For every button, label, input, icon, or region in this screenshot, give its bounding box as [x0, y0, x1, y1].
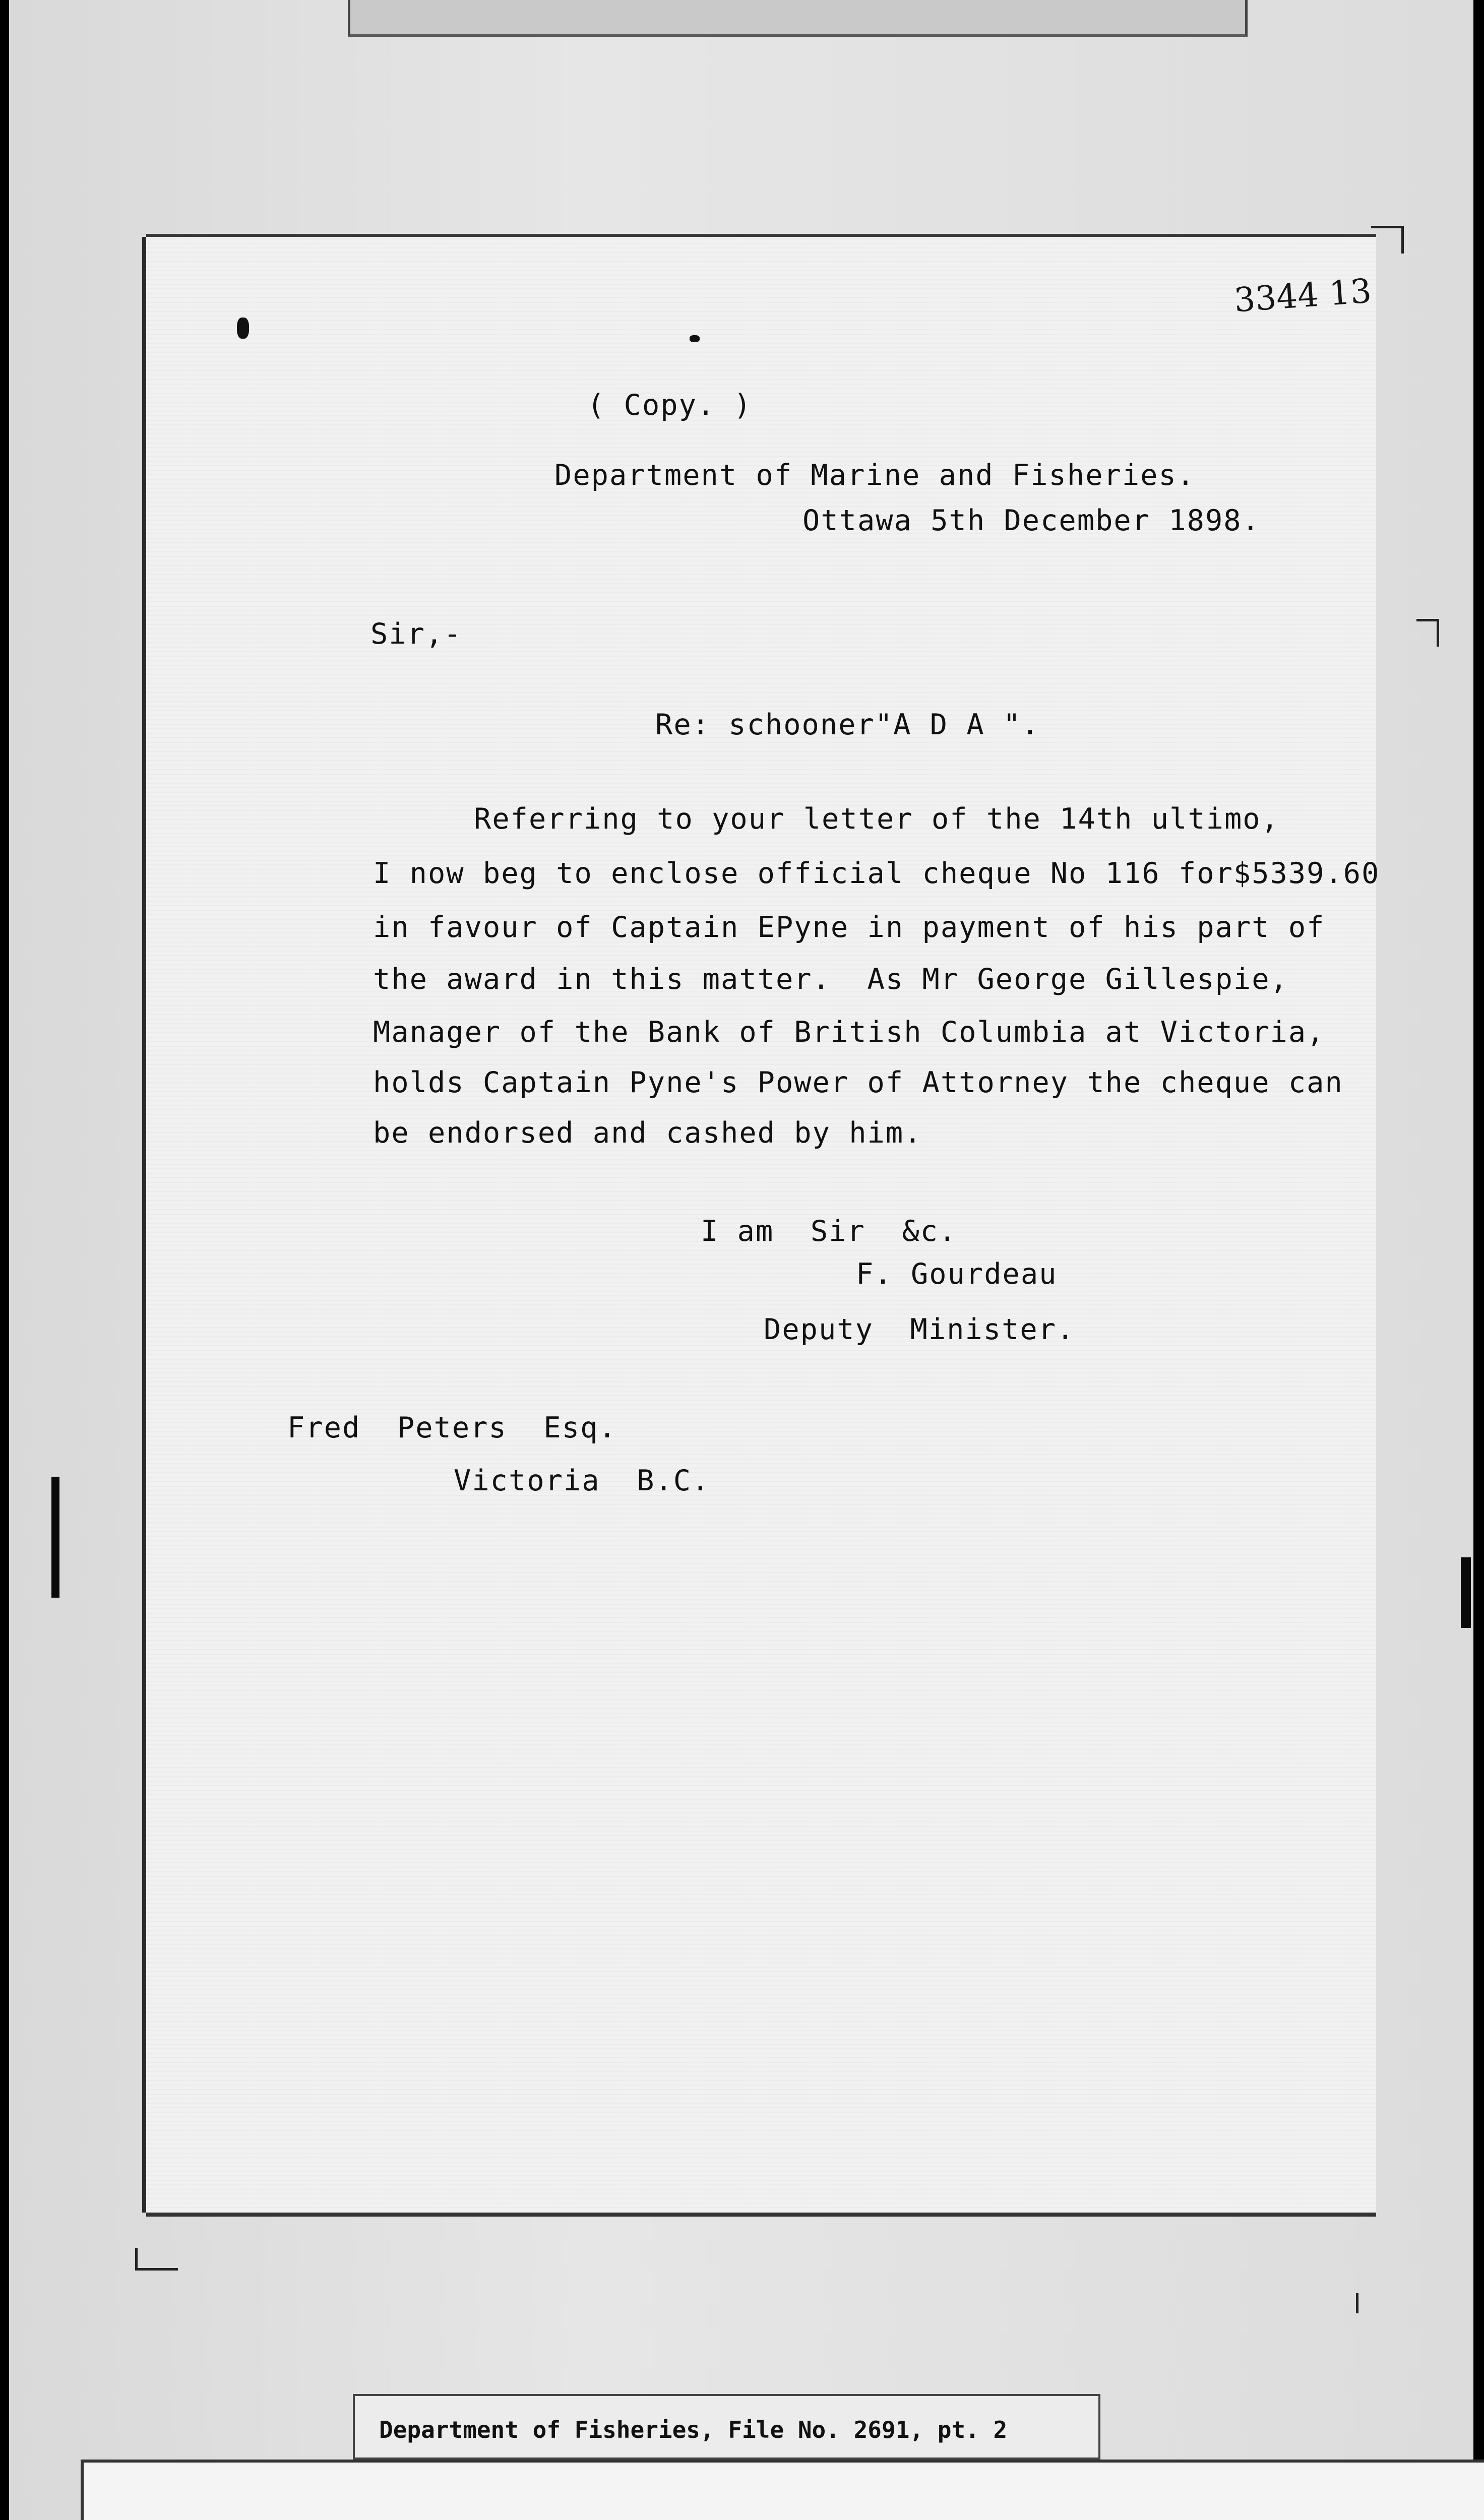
ink-speck — [690, 335, 700, 342]
right-margin-bar — [1461, 1557, 1471, 1628]
copy-heading: ( Copy. ) — [587, 389, 752, 422]
body-line: holds Captain Pyne's Power of Attorney the cheque can — [373, 1066, 1343, 1099]
crop-mark-right-upper — [1416, 619, 1439, 647]
body-line: the award in this matter. As Mr George Gillespie, — [373, 963, 1288, 996]
addressee-name: Fred Peters Esq. — [287, 1411, 617, 1444]
subject-line: Re: schooner"A D A ". — [655, 708, 1040, 741]
top-paper-strip — [348, 0, 1248, 37]
addressee-place: Victoria B.C. — [454, 1464, 710, 1497]
file-label-text: Department of Fisheries, File No. 2691, pt. 2 — [379, 2416, 1008, 2443]
body-line: Referring to your letter of the 14th ultimo, — [474, 802, 1279, 836]
signatory-name: F. Gourdeau — [856, 1257, 1058, 1291]
body-line: I now beg to enclose official cheque No 116 for$5339.60 — [373, 857, 1380, 890]
place-date-line: Ottawa 5th December 1898. — [802, 504, 1260, 537]
file-label — [353, 2394, 1100, 2460]
left-margin-bar — [51, 1477, 59, 1598]
salutation: Sir,- — [370, 617, 462, 651]
closing-line: I am Sir &c. — [701, 1215, 957, 1248]
crop-mark-bottom-left — [135, 2248, 178, 2271]
archives-card — [81, 2460, 1484, 2520]
signatory-title: Deputy Minister. — [764, 1313, 1075, 1346]
body-line: Manager of the Bank of British Columbia at Victoria, — [373, 1016, 1325, 1049]
department-line: Department of Marine and Fisheries. — [554, 459, 1196, 492]
body-line: be endorsed and cashed by him. — [373, 1116, 922, 1150]
ink-speck — [237, 318, 249, 339]
reference-number: 3344 13 — [1232, 271, 1373, 320]
body-line: in favour of Captain EPyne in payment of his part of — [373, 911, 1325, 944]
crop-mark-bottom-right — [1341, 2293, 1358, 2313]
